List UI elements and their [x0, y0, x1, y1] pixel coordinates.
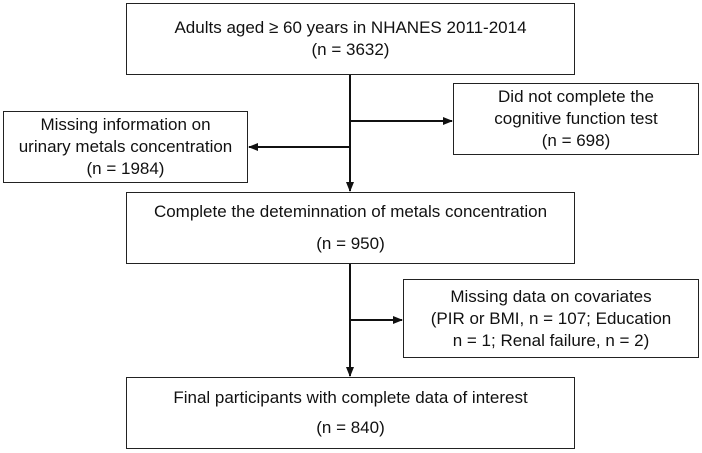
final-label: Final participants with complete data of interest: [173, 388, 528, 407]
metals-count: (n = 950): [316, 234, 385, 253]
excl-cognitive-count: (n = 698): [541, 131, 611, 150]
metals-label: Complete the deteminnation of metals concentration: [153, 202, 548, 221]
excl-cognitive-label-1: Did not complete the: [498, 87, 654, 106]
excl-cognitive-label-2: cognitive function test: [494, 109, 658, 128]
excl-urinary-count: (n = 1984): [86, 159, 165, 178]
start-count: (n = 3632): [311, 40, 390, 59]
final-count: (n = 840): [316, 418, 385, 437]
start-label: Adults aged ≥ 60 years in NHANES 2011-2014: [174, 18, 527, 37]
excl-covariates-label-2: (PIR or BMI, n = 107; Education: [430, 308, 672, 328]
excl-urinary-label-2: urinary metals concentration: [18, 137, 233, 156]
excl-urinary-label-1: Missing information on: [40, 115, 211, 134]
excl-covariates-label-1: Missing data on covariates: [450, 286, 652, 306]
excl-covariates-label-3: n = 1; Renal failure, n = 2): [452, 330, 650, 350]
